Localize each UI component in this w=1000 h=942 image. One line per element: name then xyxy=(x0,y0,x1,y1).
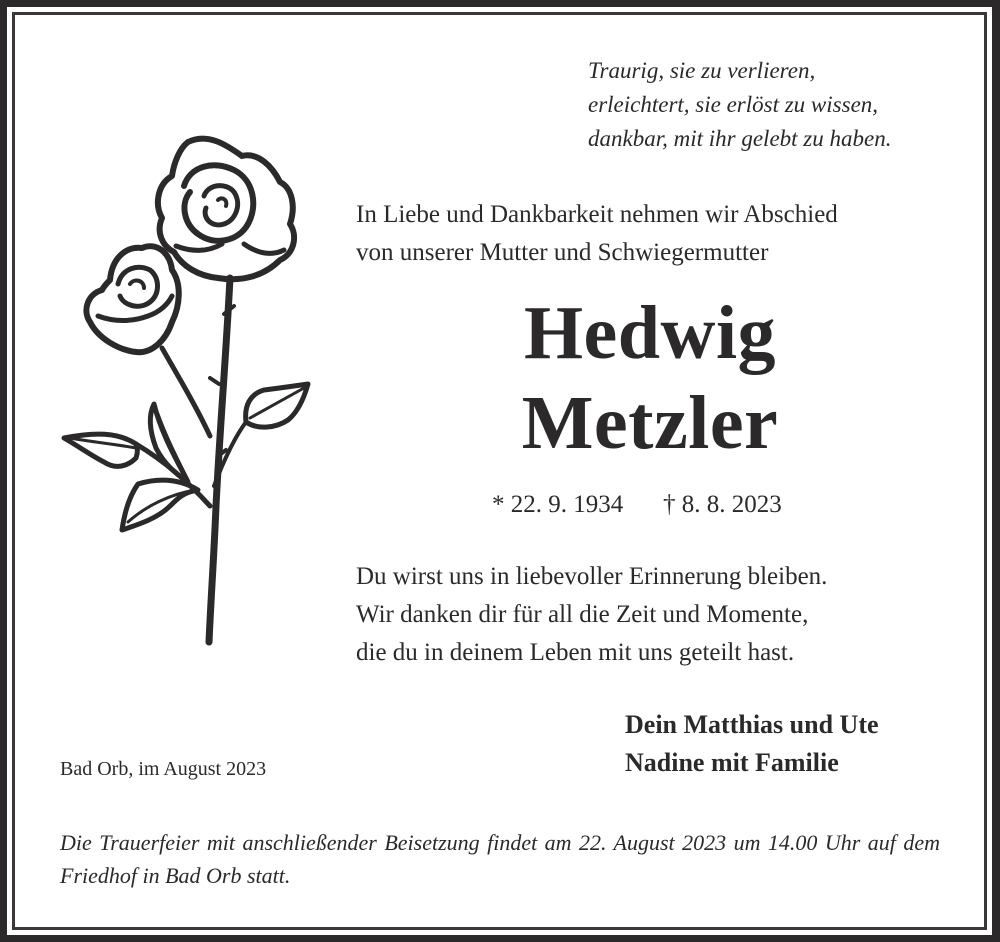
place-date: Bad Orb, im August 2023 xyxy=(60,758,267,780)
intro-line: In Liebe und Dankbarkeit nehmen wir Abschied xyxy=(356,201,838,228)
signer-line: Dein Matthias und Ute xyxy=(625,710,879,739)
motto-line: dankbar, mit ihr gelebt zu haben. xyxy=(588,126,892,151)
motto-line: erleichtert, sie erlöst zu wissen, xyxy=(588,92,879,117)
birth-date: * 22. 9. 1934 xyxy=(492,491,624,518)
farewell-line: die du in deinem Leben mit uns geteilt hast. xyxy=(356,639,795,666)
deceased-name xyxy=(480,288,820,468)
death-date: † 8. 8. 2023 xyxy=(663,491,782,518)
motto-line: Traurig, sie zu verlieren, xyxy=(588,58,816,83)
ceremony-info: Die Trauerfeier mit anschließender Beisetzung findet am 22. August 2023 um 14.00 Uhr auf dem Friedhof in Bad Orb statt. xyxy=(60,830,940,888)
rose-icon xyxy=(58,126,318,646)
farewell-line: Wir danken dir für all die Zeit und Momente, xyxy=(356,601,809,628)
motto-verse xyxy=(588,54,891,156)
first-name: Hedwig xyxy=(523,291,777,375)
last-name: Metzler xyxy=(521,381,779,465)
farewell-line: Du wirst uns in liebevoller Erinnerung bleiben. xyxy=(356,563,828,590)
intro-text xyxy=(356,196,838,272)
signer-line: Nadine mit Familie xyxy=(625,748,839,777)
intro-line: von unserer Mutter und Schwiegermutter xyxy=(356,239,769,266)
farewell-text xyxy=(356,558,827,672)
signers xyxy=(625,706,879,782)
